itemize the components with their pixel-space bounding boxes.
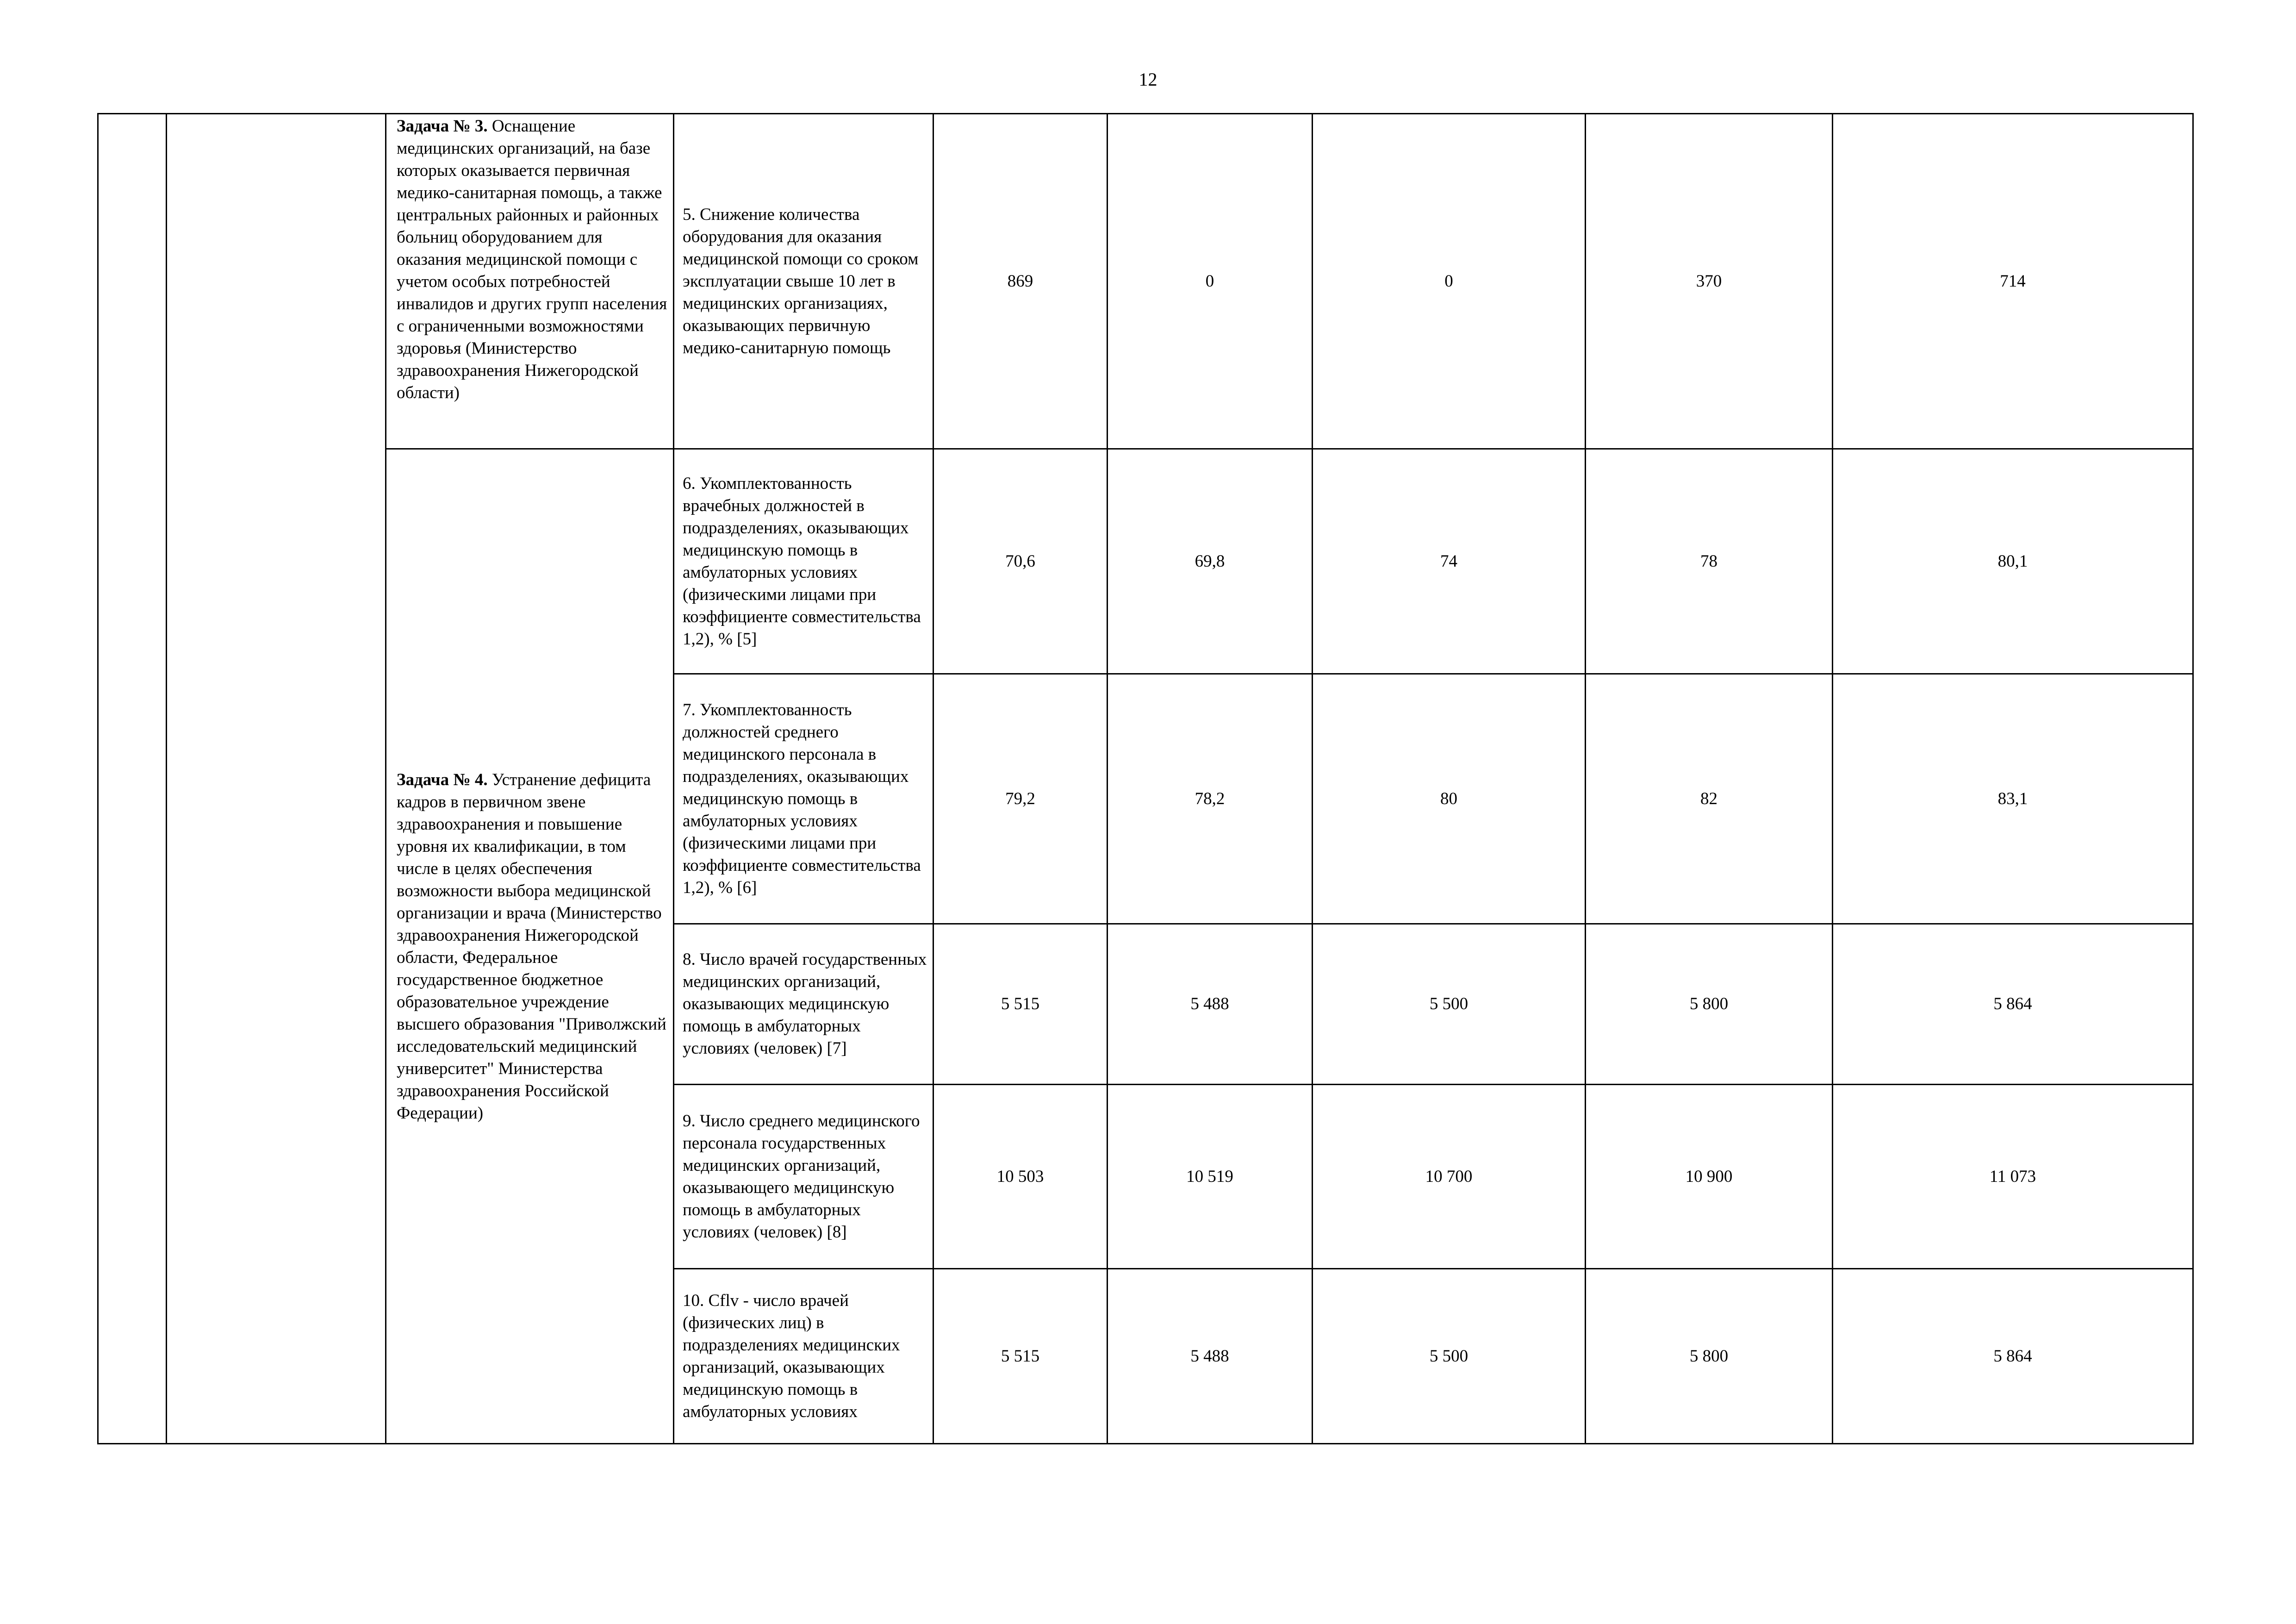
value-cell: 83,1 <box>1833 674 2193 924</box>
task-label: Задача № 4. <box>397 770 488 789</box>
value-cell: 5 500 <box>1313 1269 1586 1444</box>
value-cell: 10 519 <box>1108 1085 1313 1269</box>
task-cell <box>386 449 674 1444</box>
value-cell: 370 <box>1586 114 1833 449</box>
value-cell: 5 800 <box>1586 924 1833 1085</box>
value-cell: 5 864 <box>1833 924 2193 1085</box>
indicator-cell: 6. Укомплектованность врачебных должностей в подразделениях, оказывающих медицинскую помощь в амбулаторных условиях (физическими лицами при коэффициенте совместительства 1,2), % [5] <box>674 449 933 674</box>
value-cell: 5 515 <box>933 1269 1108 1444</box>
value-cell: 5 488 <box>1108 1269 1313 1444</box>
value-cell: 80,1 <box>1833 449 2193 674</box>
value-cell: 714 <box>1833 114 2193 449</box>
value-cell: 10 900 <box>1586 1085 1833 1269</box>
number-cell <box>98 114 167 1444</box>
page-number: 12 <box>1139 69 1157 90</box>
value-cell: 78 <box>1586 449 1833 674</box>
indicators-table <box>97 113 2194 1444</box>
indicator-cell: 5. Снижение количества оборудования для оказания медицинской помощи со сроком эксплуатации свыше 10 лет в медицинских организациях, оказывающих первичную медико-санитарную помощь <box>674 114 933 449</box>
value-cell: 11 073 <box>1833 1085 2193 1269</box>
value-cell: 5 800 <box>1586 1269 1833 1444</box>
value-cell: 0 <box>1108 114 1313 449</box>
value-cell: 82 <box>1586 674 1833 924</box>
value-cell: 5 864 <box>1833 1269 2193 1444</box>
indicator-cell: 9. Число среднего медицинского персонала государственных медицинских организаций, оказывающего медицинскую помощь в амбулаторных условиях (человек) [8] <box>674 1085 933 1269</box>
value-cell: 5 515 <box>933 924 1108 1085</box>
value-cell: 5 500 <box>1313 924 1586 1085</box>
task-text: Оснащение медицинских организаций, на базе которых оказывается первичная медико-санитарная помощь, а также центральных районных и районных больниц оборудованием для оказания медицинской помощи с учетом особых потребностей инвалидов и других групп населения с ограниченными возможностями здоровья (Министерство здравоохранения Нижегородской области) <box>397 117 667 402</box>
value-cell: 5 488 <box>1108 924 1313 1085</box>
table-row <box>98 449 2193 674</box>
table-row <box>98 114 2193 449</box>
value-cell: 10 503 <box>933 1085 1108 1269</box>
value-cell: 79,2 <box>933 674 1108 924</box>
value-cell: 70,6 <box>933 449 1108 674</box>
indicator-cell: 10. Cflv - число врачей (физических лиц) в подразделениях медицинских организаций, оказывающих медицинскую помощь в амбулаторных условиях <box>674 1269 933 1444</box>
indicator-cell: 8. Число врачей государственных медицинских организаций, оказывающих медицинскую помощь в амбулаторных условиях (человек) [7] <box>674 924 933 1085</box>
indicator-cell: 7. Укомплектованность должностей среднего медицинского персонала в подразделениях, оказывающих медицинскую помощь в амбулаторных условиях (физическими лицами при коэффициенте совместительства 1,2), % [6] <box>674 674 933 924</box>
task-label: Задача № 3. <box>397 117 488 136</box>
value-cell: 78,2 <box>1108 674 1313 924</box>
value-cell: 69,8 <box>1108 449 1313 674</box>
task-cell <box>386 114 674 449</box>
goal-cell <box>167 114 386 1444</box>
value-cell: 0 <box>1313 114 1586 449</box>
value-cell: 80 <box>1313 674 1586 924</box>
value-cell: 10 700 <box>1313 1085 1586 1269</box>
value-cell: 869 <box>933 114 1108 449</box>
value-cell: 74 <box>1313 449 1586 674</box>
task-text: Устранение дефицита кадров в первичном звене здравоохранения и повышение уровня их квалификации, в том числе в целях обеспечения возможности выбора медицинской организации и врача (Министерство здравоохранения Нижегородской области, Федеральное государственное бюджетное образовательное учреждение высшего образования "Приволжский исследовательский медицинский университет" Министерства здравоохранения Российской Федерации) <box>397 770 666 1123</box>
